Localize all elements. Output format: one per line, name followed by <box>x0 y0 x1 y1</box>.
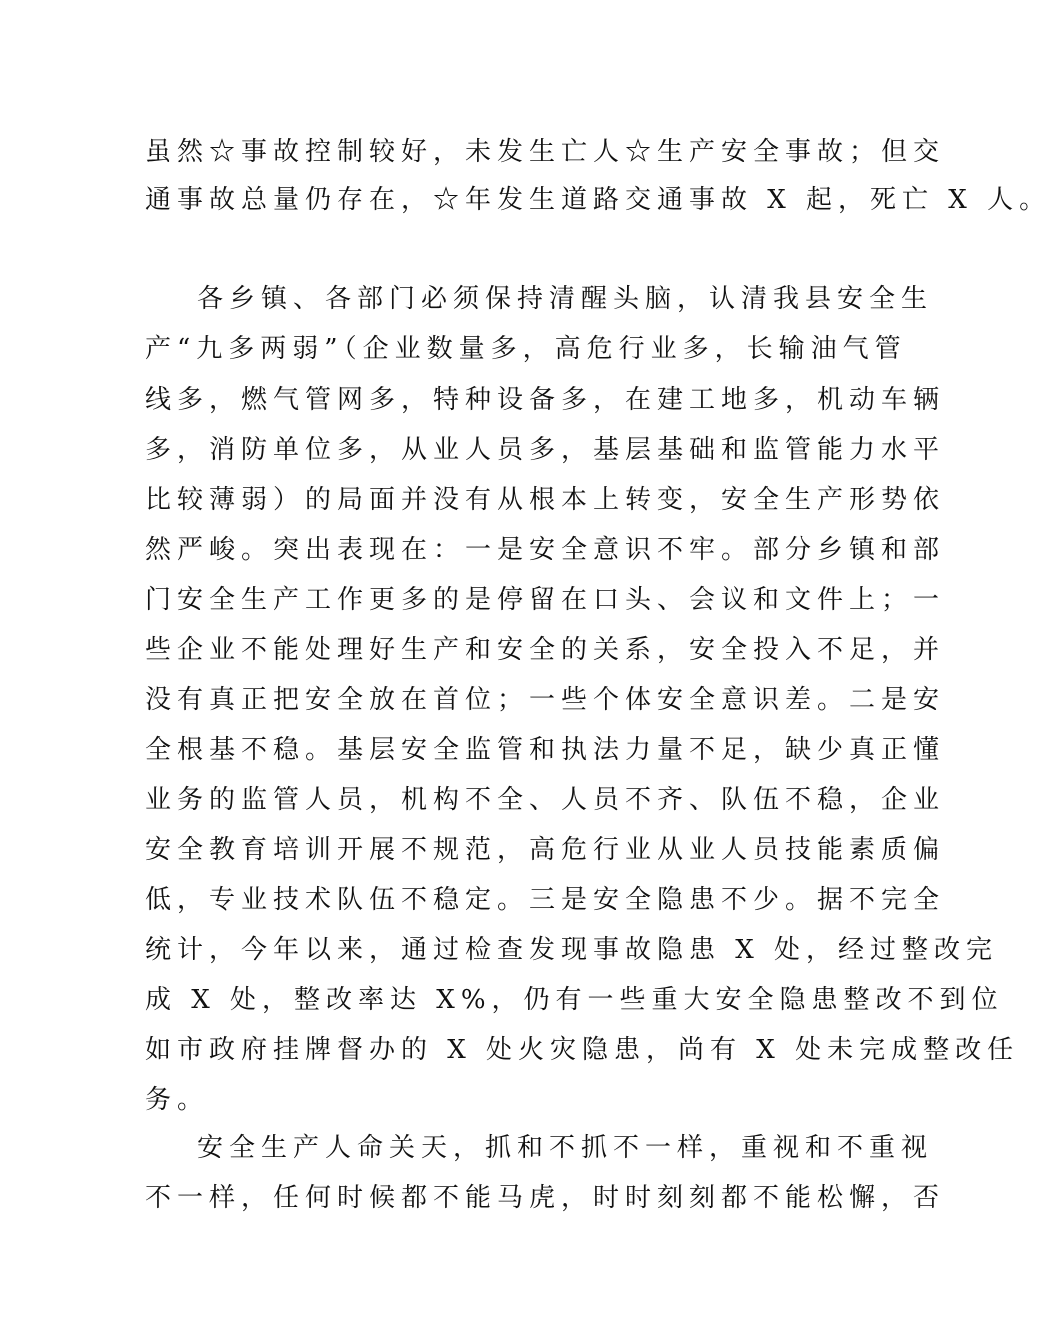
paragraph-2-line-2: 产“九多两弱”（企业数量多，高危行业多，长输油气管 <box>145 334 907 364</box>
paragraph-2-line-11: 业务的监管人员，机构不全、人员不齐、队伍不稳，企业 <box>145 785 946 815</box>
paragraph-2-line-13: 低，专业技术队伍不稳定。三是安全隐患不少。据不完全 <box>145 885 946 915</box>
paragraph-2-line-9: 没有真正把安全放在首位；一些个体安全意识差。二是安 <box>145 685 946 715</box>
paragraph-2-line-15: 成 X 处，整改率达 X%，仍有一些重大安全隐患整改不到位 <box>145 985 1004 1015</box>
paragraph-2-line-14: 统计，今年以来，通过检查发现事故隐患 X 处，经过整改完 <box>145 935 999 965</box>
paragraph-1-line-2: 通事故总量仍存在，☆年发生道路交通事故 X 起，死亡 X 人。 <box>145 185 1051 215</box>
paragraph-2-line-4: 多，消防单位多，从业人员多，基层基础和监管能力水平 <box>145 435 946 465</box>
paragraph-2-line-7: 门安全生产工作更多的是停留在口头、会议和文件上；一 <box>145 585 946 615</box>
paragraph-2-line-6: 然严峻。突出表现在：一是安全意识不牢。部分乡镇和部 <box>145 535 946 565</box>
paragraph-2-line-5: 比较薄弱）的局面并没有从根本上转变，安全生产形势依 <box>145 485 946 515</box>
paragraph-2-line-8: 些企业不能处理好生产和安全的关系，安全投入不足，并 <box>145 635 946 665</box>
paragraph-3-line-1: 安全生产人命关天，抓和不抓不一样，重视和不重视 <box>197 1133 934 1163</box>
paragraph-2-line-17: 务。 <box>145 1085 210 1115</box>
paragraph-2-line-12: 安全教育培训开展不规范，高危行业从业人员技能素质偏 <box>145 835 946 865</box>
paragraph-2-line-16: 如市政府挂牌督办的 X 处火灾隐患，尚有 X 处未完成整改任 <box>145 1035 1020 1065</box>
paragraph-2-line-3: 线多，燃气管网多，特种设备多，在建工地多，机动车辆 <box>145 385 946 415</box>
paragraph-1-line-1: 虽然☆事故控制较好，未发生亡人☆生产安全事故；但交 <box>145 137 946 167</box>
paragraph-2-line-10: 全根基不稳。基层安全监管和执法力量不足，缺少真正懂 <box>145 735 946 765</box>
paragraph-2-line-1: 各乡镇、各部门必须保持清醒头脑，认清我县安全生 <box>197 284 934 314</box>
paragraph-3-line-2: 不一样，任何时候都不能马虎，时时刻刻都不能松懈，否 <box>145 1183 946 1213</box>
